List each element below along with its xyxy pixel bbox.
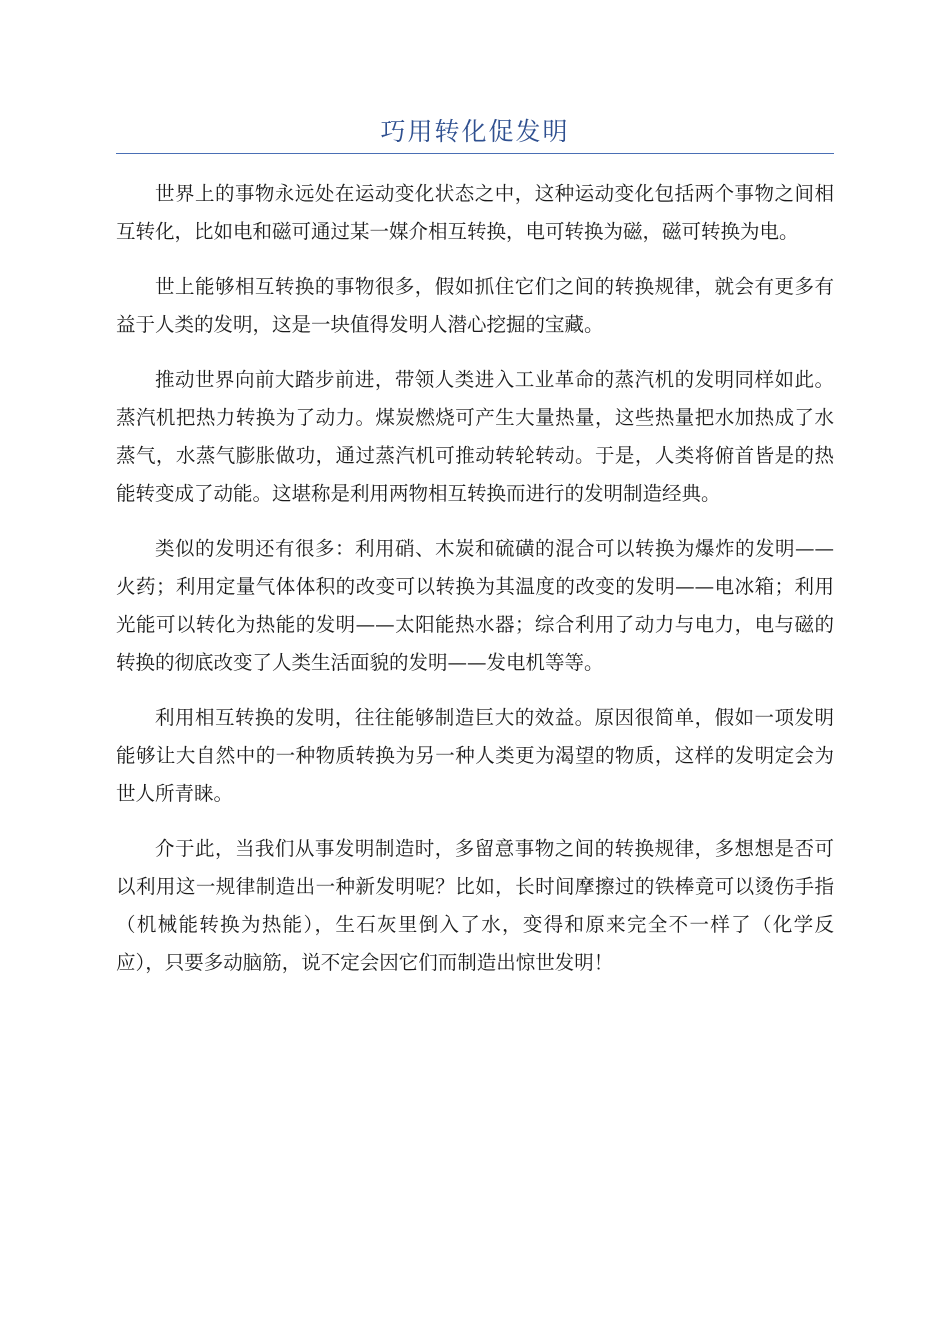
- paragraph-1: 世界上的事物永远处在运动变化状态之中，这种运动变化包括两个事物之间相互转化，比如电和磁可通过某一媒介相互转换，电可转换为磁，磁可转换为电。: [116, 182, 834, 243]
- paragraph-3: 推动世界向前大踏步前进，带领人类进入工业革命的蒸汽机的发明同样如此。蒸汽机把热力转换为了动力。煤炭燃烧可产生大量热量，这些热量把水加热成了水蒸气，水蒸气膨胀做功，通过蒸汽机可推动转轮转动。于是，人类将俯首皆是的热能转变成了动能。这堪称是利用两物相互转换而进行的发明制造经典。: [116, 368, 834, 505]
- title-underline: [116, 153, 834, 154]
- paragraph-5: 利用相互转换的发明，往往能够制造巨大的效益。原因很简单，假如一项发明能够让大自然中的一种物质转换为另一种人类更为渴望的物质，这样的发明定会为世人所青睐。: [116, 706, 834, 805]
- paragraph-2: 世上能够相互转换的事物很多，假如抓住它们之间的转换规律，就会有更多有益于人类的发明，这是一块值得发明人潜心挖掘的宝藏。: [116, 275, 834, 336]
- paragraph-6: 介于此，当我们从事发明制造时，多留意事物之间的转换规律，多想想是否可以利用这一规律制造出一种新发明呢？比如，长时间摩擦过的铁棒竟可以烫伤手指（机械能转换为热能），生石灰里倒入了水，变得和原来完全不一样了（化学反应），只要多动脑筋，说不定会因它们而制造出惊世发明！: [116, 837, 834, 974]
- document-body: [116, 175, 834, 999]
- document-title: 巧用转化促发明: [380, 117, 570, 146]
- paragraph-4: 类似的发明还有很多：利用硝、木炭和硫磺的混合可以转换为爆炸的发明——火药；利用定量气体体积的改变可以转换为其温度的改变的发明——电冰箱；利用光能可以转化为热能的发明——太阳能热水器；综合利用了动力与电力，电与磁的转换的彻底改变了人类生活面貌的发明——发电机等等。: [116, 537, 834, 674]
